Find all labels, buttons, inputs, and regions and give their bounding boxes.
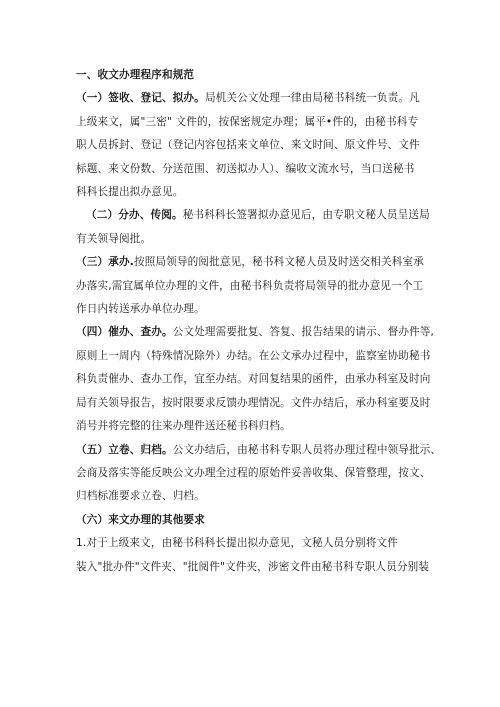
text-line: 秘书科科长签署拟办意见后，由专职文秘人员呈送局 <box>182 209 430 222</box>
text-line: 上级来文，属"三密" 文件的，按保密规定办理；属平•件的，由秘书科专 <box>76 115 419 128</box>
text-line: 办落实,需宜属单位办理的文件，由秘书科负责将局领导的批办意见一个工 <box>76 279 424 292</box>
text-line: 科科长提出拟办意见。 <box>76 186 184 199</box>
paragraph-follow-up <box>76 321 438 438</box>
paragraph-lead: （五）立卷、归档。 <box>76 443 173 456</box>
text-line: 科负责催办、查办工作，宜至办结。对回复结果的函件，由承办科室及时向 <box>76 373 431 386</box>
text-line: 局有关领导报告，按时限要求反馈办理情况。文件办结后，承办科室要及时 <box>76 396 431 409</box>
text-line: 会商及落实等能反映公文办理全过程的原始件妥善收集、保管整理，按文、 <box>76 466 431 479</box>
paragraph-lead: （一）签收、登记、拟办。 <box>76 92 205 105</box>
text-line: 局机关公文处理一律由局秘书科统一负责。凡 <box>204 92 420 105</box>
document-body <box>76 64 442 579</box>
paragraph-sign-register <box>76 87 438 204</box>
text-line: 公文处理需要批复、答复、报告结果的请示、督办件等, <box>172 326 435 339</box>
paragraph-distribute <box>76 204 438 251</box>
text-line: 作日内转送承办单位办理。 <box>76 303 205 316</box>
paragraph-archive <box>76 439 442 509</box>
text-line: 有关领导阅批。 <box>76 232 152 245</box>
text-line: 原则上一周内（特殊情况除外）办结。在公文承办过程中，监察室协助秘书 <box>76 349 431 362</box>
text-line: 公文办结后，由秘书科专职人员将办理过程中领导批示、 <box>172 443 442 456</box>
text-line: 装入"批办件"文件夹、"批阅件"文件夹，涉密文件由秘书科专职人员分别装 <box>76 560 430 573</box>
section-title: 一、收文办理程序和规范 <box>76 69 195 81</box>
text-line: 归档标准要求立卷、归档。 <box>76 490 205 503</box>
subsection-title: （六）来文办理的其他要求 <box>76 513 205 526</box>
text-line: 职人员拆封、登记（登记内容包括来文单位、来文时间、原文件号、文件 <box>76 139 420 152</box>
text-line: 按照局领导的阅批意见，秘书科文秘人员及时送交相关科室承 <box>133 256 424 269</box>
text-line: 1.对于上级来文，由秘书科科长提出拟办意见，文秘人员分别将文件 <box>76 537 398 550</box>
text-line: 标题、来文份数、分送范围、初送拟办人）、编收文流水号，当口送秘书 <box>76 162 415 175</box>
paragraph-lead: （二）分办、传阅。 <box>86 209 183 222</box>
paragraph-undertake <box>76 251 438 321</box>
text-line: 消号并将完整的往来办理件送还秘书科归档。 <box>76 420 291 433</box>
paragraph-lead: （三）承办. <box>76 256 134 269</box>
paragraph-item-1 <box>76 532 438 579</box>
paragraph-lead: （四）催办、查办。 <box>76 326 173 339</box>
